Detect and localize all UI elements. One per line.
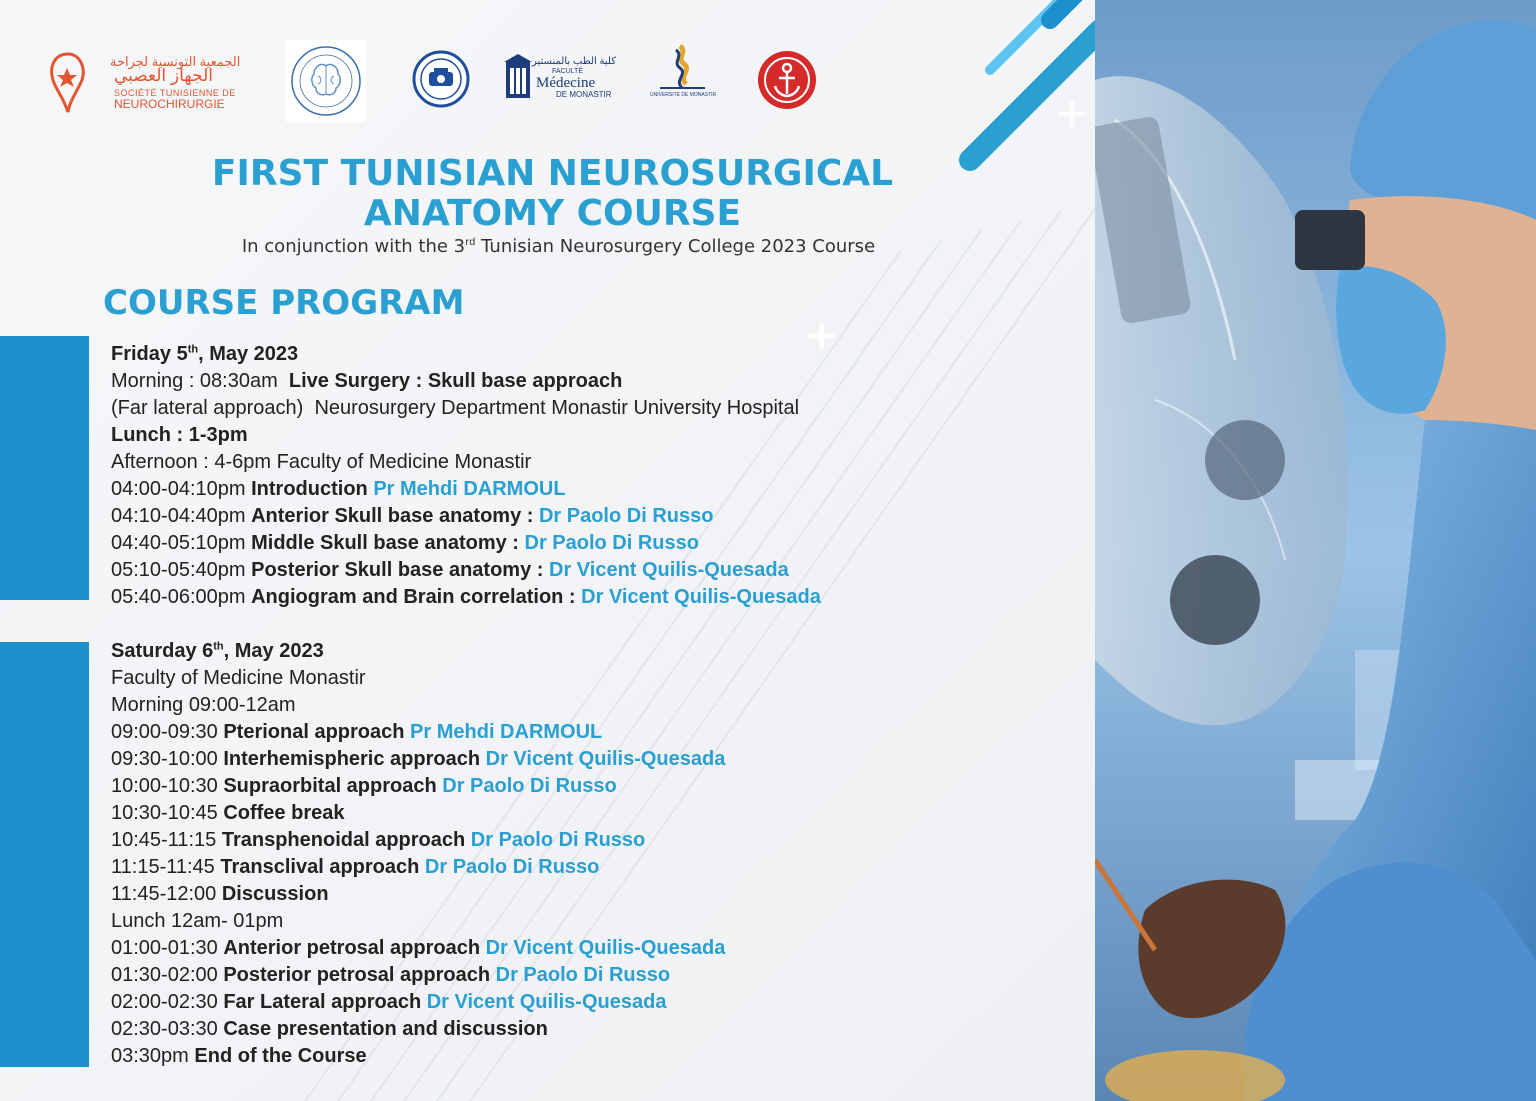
session-speaker: Dr Paolo Di Russo (495, 964, 671, 986)
day1-morning-event: Live Surgery : Skull base approach (288, 370, 623, 392)
session-row (111, 719, 725, 746)
fmm-medecine: Médecine (536, 75, 596, 91)
day1-schedule (111, 341, 821, 611)
day1-morning-line (111, 368, 821, 395)
session-time: 01:30-02:00 (111, 964, 218, 986)
session-time: 03:30pm (111, 1045, 189, 1067)
day2-morning: Morning 09:00-12am (111, 694, 296, 716)
session-row (111, 989, 725, 1016)
session-row (111, 962, 725, 989)
day2-accent-bar (0, 642, 89, 1067)
session-time: 11:45-12:00 (111, 883, 217, 905)
session-time: 02:00-02:30 (111, 991, 218, 1013)
session-speaker: Pr Mehdi DARMOUL (373, 478, 566, 500)
day1-morning-detail-2: Neurosurgery Department Monastir University Hospital (314, 397, 800, 419)
plus-icon: + (1054, 88, 1090, 137)
session-speaker: Dr Vicent Quilis-Quesada (485, 748, 726, 770)
session-row (111, 584, 821, 611)
session-time: 04:40-05:10pm (111, 532, 246, 554)
session-row (111, 1043, 725, 1070)
snc-logo (48, 48, 241, 116)
day2-venue: Faculty of Medicine Monastir (111, 667, 366, 689)
um-emblem-icon (650, 44, 715, 90)
session-row (111, 557, 821, 584)
session-row (111, 746, 725, 773)
session-time: 04:00-04:10pm (111, 478, 246, 500)
session-topic: Middle Skull base anatomy : (251, 532, 519, 554)
subtitle-post: Tunisian Neurosurgery College 2023 Course (475, 236, 876, 257)
title-line2: ANATOMY COURSE (363, 193, 742, 234)
course-program-heading: COURSE PROGRAM (103, 283, 465, 323)
session-topic: Transclival approach (220, 856, 420, 878)
um-text: UNIVERSITÉ DE MONASTIR (650, 92, 717, 98)
day2-title (111, 638, 725, 665)
session-time: 10:30-10:45 (111, 802, 218, 824)
session-time: 05:40-06:00pm (111, 586, 246, 608)
plus-icon: + (804, 310, 840, 359)
subtitle-pre: In conjunction with the 3 (241, 236, 466, 257)
day2-lunch: Lunch 12am- 01pm (111, 910, 284, 932)
session-speaker: Dr Vicent Quilis-Quesada (549, 559, 789, 581)
subtitle (0, 236, 1095, 257)
session-speaker: Pr Mehdi DARMOUL (410, 721, 603, 743)
surgeon-photo-icon (1095, 0, 1536, 1101)
session-row (111, 800, 725, 827)
session-row (111, 476, 821, 503)
session-topic: Pterional approach (223, 721, 405, 743)
day2-title-sup: th (213, 640, 224, 653)
day1-title-post: , May 2023 (198, 343, 299, 365)
session-row (111, 881, 725, 908)
day2-title-pre: Saturday 6 (111, 640, 214, 662)
day2-afternoon-sessions (111, 935, 725, 1070)
session-row (111, 935, 725, 962)
session-time: 05:10-05:40pm (111, 559, 246, 581)
session-speaker: Dr Vicent Quilis-Quesada (581, 586, 821, 608)
session-time: 02:30-03:30 (111, 1018, 218, 1040)
day1-accent-bar (0, 336, 89, 600)
subtitle-sup: rd (465, 237, 476, 248)
snc-emblem-icon (48, 50, 88, 116)
session-time: 04:10-04:40pm (111, 505, 246, 527)
title-line1: FIRST TUNISIAN NEUROSURGICAL (211, 153, 894, 194)
surgeon-with-microscope-photo (1095, 0, 1536, 1101)
university-monastir-logo (650, 44, 715, 106)
session-row (111, 503, 821, 530)
session-speaker: Dr Paolo Di Russo (538, 505, 714, 527)
session-time: 09:30-10:00 (111, 748, 218, 770)
faculty-medicine-monastir-logo (500, 52, 615, 102)
college-brain-logo-icon (286, 40, 366, 122)
session-topic: Anterior Skull base anatomy : (251, 505, 534, 527)
session-speaker: Dr Vicent Quilis-Quesada (426, 991, 667, 1013)
fmm-emblem-icon (504, 54, 532, 100)
session-time: 01:00-01:30 (111, 937, 218, 959)
session-speaker: Dr Paolo Di Russo (524, 532, 699, 554)
fmm-monastir: DE MONASTIR (556, 90, 612, 99)
ministry-emblem-logo-icon (412, 50, 470, 108)
day1-title-pre: Friday 5 (111, 343, 188, 365)
day1-title-sup: th (187, 343, 199, 356)
session-speaker: Dr Paolo Di Russo (470, 829, 646, 851)
day1-morning-detail (111, 395, 821, 422)
day1-morning-time: Morning : 08:30am (111, 370, 278, 392)
session-topic: Introduction (251, 478, 368, 500)
session-topic: Angiogram and Brain correlation : (251, 586, 576, 608)
session-topic: Case presentation and discussion (223, 1018, 548, 1040)
session-speaker: Dr Vicent Quilis-Quesada (485, 937, 726, 959)
snc-french-line2: NEUROCHIRURGIE (114, 97, 225, 111)
session-topic: Anterior petrosal approach (223, 937, 481, 959)
snc-french-line1: SOCIÉTÉ TUNISIENNE DE (114, 88, 236, 98)
session-topic: End of the Course (194, 1045, 367, 1067)
session-row (111, 854, 725, 881)
session-time: 09:00-09:30 (111, 721, 218, 743)
day2-sessions (111, 719, 725, 908)
session-row (111, 530, 821, 557)
session-topic: Coffee break (223, 802, 345, 824)
fmm-faculte: FACULTÉ (552, 68, 583, 75)
session-topic: Posterior Skull base anatomy : (251, 559, 544, 581)
session-time: 11:15-11:45 (111, 856, 215, 878)
day1-sessions (111, 476, 821, 611)
session-topic: Interhemispheric approach (223, 748, 481, 770)
snc-arabic-line2: الجهاز العصبي (114, 66, 213, 85)
session-topic: Discussion (221, 883, 329, 905)
session-topic: Transphenoidal approach (221, 829, 466, 851)
session-speaker: Dr Paolo Di Russo (442, 775, 617, 797)
session-topic: Supraorbital approach (223, 775, 437, 797)
day1-lunch: Lunch : 1-3pm (111, 424, 248, 446)
day1-title (111, 341, 821, 368)
fmm-arabic: كلية الطب بالمنستير (532, 56, 617, 67)
anchor-emblem-logo-icon (757, 50, 817, 110)
session-row (111, 773, 725, 800)
session-speaker: Dr Paolo Di Russo (424, 856, 600, 878)
session-row (111, 827, 725, 854)
day1-morning-detail-1: (Far lateral approach) (111, 397, 304, 419)
day2-schedule (111, 638, 725, 1070)
session-row (111, 1016, 725, 1043)
session-topic: Far Lateral approach (223, 991, 422, 1013)
day1-afternoon: Afternoon : 4-6pm Faculty of Medicine Monastir (111, 451, 532, 473)
day2-title-post: , May 2023 (223, 640, 324, 662)
snc-arabic-line1: الجمعية التونسية لجراحة (110, 54, 241, 69)
session-topic: Posterior petrosal approach (223, 964, 491, 986)
session-time: 10:45-11:15 (111, 829, 217, 851)
session-time: 10:00-10:30 (111, 775, 218, 797)
